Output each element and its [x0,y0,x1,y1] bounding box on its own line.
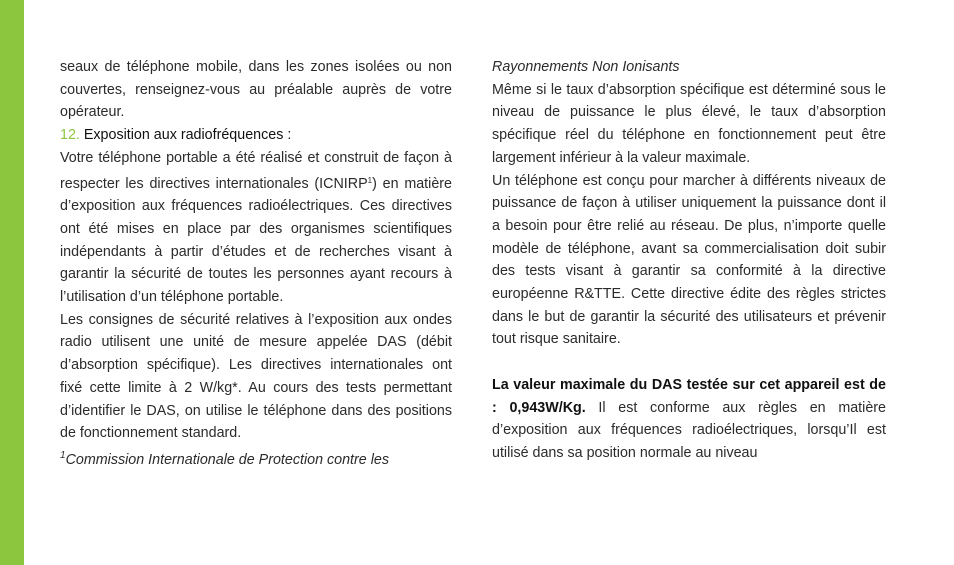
section-heading [60,124,452,147]
footnote-reference: 1 [367,175,373,185]
section-number: 12. [60,127,80,144]
left-column [60,56,452,472]
paragraph-network-advice: seaux de téléphone mobile, dans les zones isolées ou non couvertes, renseignez-vous au préalable auprès de votre opérateur. [60,59,452,121]
green-side-bar [0,0,24,565]
das-conformity-text: Il est conforme aux règles en matière d’exposition aux fréquences radioélectriques, lorsqu’Il est utilisé dans sa position normale au niveau [492,399,886,461]
icnirp-text-after: ) en matière d’exposition aux fréquences radioélectriques. Ces directives ont été mises en place par des organismes scientifiques indépendants à partir d’études et de recherches visant à garantir la sécurité de toutes les personnes ayant recours à l’utilisation d’un téléphone portable. [60,175,452,306]
section-title: Exposition aux radiofréquences : [83,127,292,144]
footnote-text: Commission Internationale de Protection contre les [65,451,389,468]
paragraph-icnirp [60,147,452,309]
footnote-number: 1 [60,449,66,461]
paragraph-power-levels: Un téléphone est conçu pour marcher à différents niveaux de puissance de façon à utiliser uniquement la puissance dont il a besoin pour être relié au réseau. De plus, n’importe quelle modèle de téléphone, avant sa commercialisation doit subir des tests visant à garantir sa conformité à la directive européenne R&TTE. Cette directive édite des règles strictes dans le but de garantir la sécurité des utilisateurs et prévenir tout risque sanitaire. [492,172,886,348]
paragraph-das: Les consignes de sécurité relatives à l’exposition aux ondes radio utilisent une unité de mesure appelée DAS (débit d’absorption spécifique). Les directives internationales ont fixé cette limite à 2 W/kg*. Au cours des tests permettant d’identifier le DAS, on utilise le téléphone dans des positions de fonctionnement standard. [60,311,452,442]
right-column [492,56,886,465]
das-value-statement: La valeur maximale du DAS testée sur cet appareil est de : 0,943W/Kg. [492,376,886,416]
footnote-continuation: Rayonnements Non Ionisants [492,59,680,75]
icnirp-text-before: Votre téléphone portable a été réalisé et construit de façon à respecter les directives internationales (ICNIRP [60,149,452,192]
footnote [60,445,452,472]
paragraph-spacer [492,351,886,374]
paragraph-absorption-rate: Même si le taux d’absorption spécifique est déterminé sous le niveau de puissance le plus élevé, le taux d’absorption spécifique réel du téléphone en fonctionnement peut être largement inférieur à la valeur maximale. [492,81,886,166]
paragraph-das-value [492,374,886,465]
